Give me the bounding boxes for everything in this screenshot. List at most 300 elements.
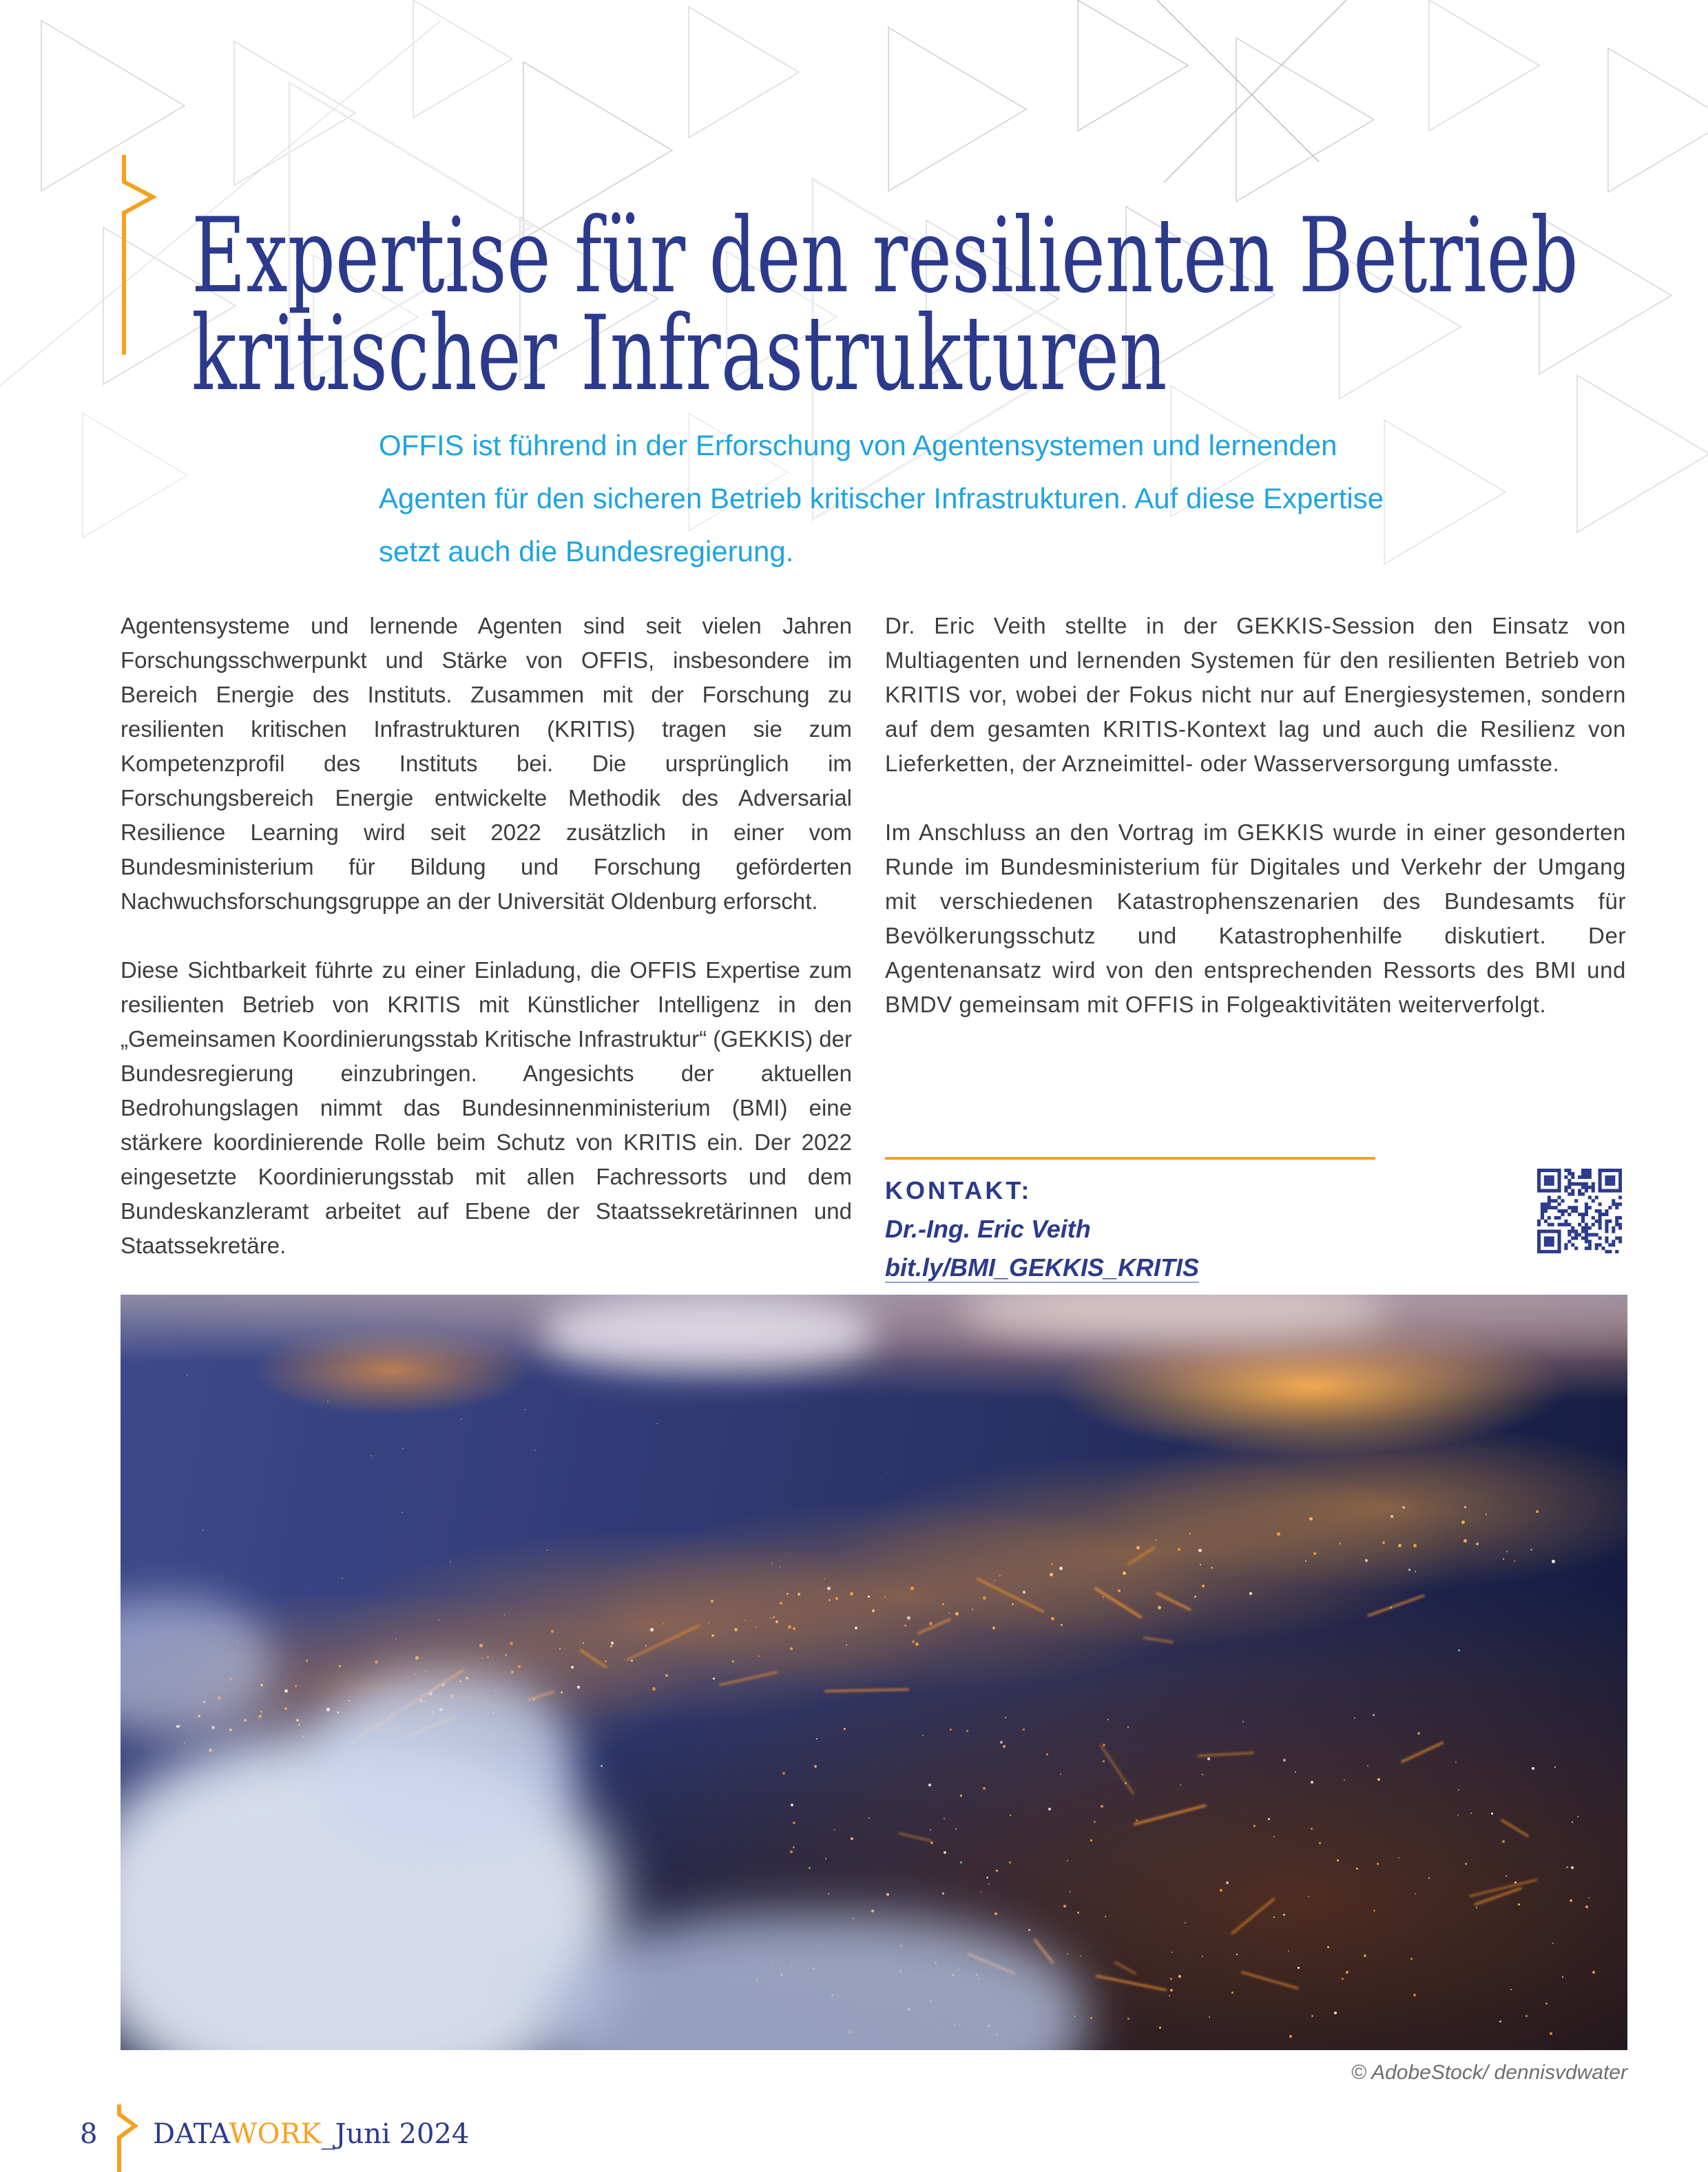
light-dot (1377, 1778, 1380, 1781)
light-dot (1356, 1868, 1358, 1870)
street-light-trail (625, 1625, 700, 1662)
light-dot (770, 1618, 771, 1619)
light-dot (1101, 1805, 1103, 1808)
light-dot (1408, 1569, 1410, 1571)
light-dot (1464, 1506, 1466, 1508)
light-dot (713, 1678, 715, 1680)
light-dot (339, 1665, 341, 1667)
light-dot (1170, 1978, 1172, 1980)
light-dot (1530, 1549, 1532, 1551)
hero-photo-aerial-night-city (121, 1295, 1627, 2050)
light-dot (1510, 1989, 1512, 1990)
street-light-trail (1114, 1961, 1137, 1974)
light-dot (1402, 1506, 1405, 1509)
light-dot (1465, 1863, 1467, 1865)
paragraph: Dr. Eric Veith stellte in der GEKKIS-Session den Einsatz von Multiagenten und lernenden Systemen für den resilienten Betrieb von KRITIS vor, wobei der Fokus nicht nur auf Energiesystemen, sondern auf dem gesamten KRITIS-Kontext lag und auch die Resilienz von Lieferketten, der Arzneimittel- oder Wasserversorgung umfasste. (885, 613, 1626, 776)
light-dot (793, 1627, 795, 1630)
light-dot (1268, 1818, 1270, 1820)
light-dot (1415, 1893, 1416, 1894)
light-dot (577, 1686, 580, 1689)
light-dot (825, 1858, 826, 1859)
light-dot (1413, 1544, 1417, 1547)
light-dot (601, 1765, 603, 1767)
light-dot (711, 1634, 714, 1637)
light-dot (1288, 1950, 1289, 1952)
light-dot (1277, 1532, 1280, 1536)
light-dot (1417, 1732, 1420, 1735)
light-dot (1502, 1840, 1505, 1843)
light-dot (381, 1527, 382, 1528)
light-dot (930, 1841, 933, 1844)
cloud (964, 1295, 1386, 1340)
light-dot (1009, 1861, 1011, 1863)
light-dot (1342, 1978, 1344, 1980)
light-dot (1090, 1839, 1092, 1841)
light-dot (1382, 1541, 1385, 1544)
light-dot (782, 1772, 785, 1775)
light-dot (481, 1658, 483, 1659)
light-dot (886, 1472, 887, 1473)
light-dot (1391, 1515, 1393, 1518)
light-dot (1094, 1821, 1096, 1823)
light-dot (1010, 1815, 1011, 1816)
light-dot (1410, 1958, 1413, 1960)
light-dot (756, 1627, 757, 1628)
light-dot (775, 1620, 778, 1623)
light-dot (1231, 1992, 1233, 1994)
light-dot (1367, 1765, 1368, 1766)
light-dot (734, 1628, 738, 1631)
light-dot (442, 1499, 443, 1500)
street-light-trail (917, 1618, 952, 1634)
light-dot (915, 1642, 919, 1646)
light-dot (1311, 2015, 1313, 2017)
light-dot (922, 1735, 924, 1736)
light-dot (983, 1787, 986, 1790)
street-light-trail (1401, 1742, 1444, 1763)
light-dot (930, 1829, 931, 1830)
light-dot (1313, 1552, 1316, 1555)
street-light-trail (1367, 1594, 1425, 1617)
light-dot (1592, 1971, 1595, 1974)
contact-heading: KONTAKT: (885, 1176, 1032, 1204)
light-dot (773, 1616, 775, 1618)
light-dot (327, 1401, 329, 1402)
light-dot (1311, 1828, 1313, 1830)
light-dot (610, 1645, 612, 1647)
light-dot (907, 1616, 910, 1620)
light-dot (942, 1603, 944, 1605)
light-dot (1295, 1771, 1296, 1773)
light-dot (547, 1549, 548, 1551)
light-dot (1319, 1842, 1321, 1844)
light-dot (950, 1729, 952, 1731)
light-dot (1308, 1896, 1309, 1897)
light-dot (846, 1644, 847, 1646)
page-title-line2: kritischer Infrastrukturen (191, 293, 1167, 414)
light-dot (999, 1575, 1001, 1576)
light-dot (955, 1828, 957, 1830)
light-dot (1283, 1914, 1285, 1916)
light-dot (1461, 1521, 1465, 1524)
light-dot (1178, 1975, 1181, 1978)
light-dot (1156, 1539, 1157, 1541)
light-dot (1289, 2035, 1292, 2038)
light-dot (1060, 1773, 1061, 1775)
light-dot (1046, 1753, 1048, 1755)
light-dot (895, 1421, 896, 1422)
cloud (543, 1295, 874, 1370)
light-dot (1309, 1517, 1313, 1521)
street-light-trail (719, 1671, 778, 1686)
light-dot (650, 1628, 654, 1631)
light-dot (1028, 1929, 1030, 1931)
light-dot (809, 1867, 811, 1869)
light-dot (260, 1711, 262, 1713)
light-dot (996, 1870, 998, 1872)
light-dot (1200, 1564, 1201, 1565)
light-dot (886, 1893, 889, 1896)
page-title (191, 196, 1579, 414)
light-dot (1577, 1816, 1579, 1817)
light-dot (504, 1614, 506, 1616)
light-dot (824, 1578, 825, 1580)
brand-wordmark (153, 2118, 469, 2150)
light-dot (1571, 1866, 1574, 1869)
light-dot (851, 1837, 853, 1840)
light-dot (1327, 1946, 1329, 1948)
light-dot (461, 1419, 462, 1420)
footer-bracket-icon (109, 2099, 143, 2172)
light-dot (645, 1645, 647, 1647)
light-dot (1458, 1789, 1459, 1790)
light-dot (1242, 1721, 1244, 1722)
light-dot (1458, 1649, 1460, 1651)
light-dot (1000, 1741, 1003, 1744)
light-dot (1398, 1544, 1402, 1547)
light-dot (1464, 1539, 1467, 1543)
light-dot (1273, 1917, 1275, 1918)
standfirst: OFFIS ist führend in der Erforschung von Agentensystemen und lernenden Agenten für den sicheren Betrieb kritischer Infrastrukturen. Auf diese Expertise setzt auch die Bundesregierung. (379, 429, 1384, 567)
light-dot (1048, 1808, 1051, 1810)
light-dot (1532, 1767, 1534, 1770)
light-dot (1198, 1549, 1202, 1552)
light-dot (561, 1691, 563, 1693)
light-dot (1413, 1994, 1416, 1996)
light-dot (790, 1647, 793, 1650)
light-dot (829, 1599, 831, 1601)
light-dot (1486, 1514, 1487, 1515)
light-dot (732, 1660, 734, 1662)
light-dot (656, 1423, 658, 1424)
light-dot (1311, 1781, 1313, 1784)
light-dot (1169, 1995, 1170, 1996)
light-dot (665, 1674, 668, 1677)
light-dot (835, 1597, 838, 1600)
light-dot (1283, 1759, 1286, 1762)
light-dot (944, 1851, 946, 1854)
light-dot (711, 1600, 714, 1602)
qr-code (1537, 1169, 1622, 1253)
light-dot (487, 1656, 489, 1658)
street-light-trail (824, 1689, 910, 1693)
light-dot (955, 1612, 959, 1616)
light-dot (1273, 1836, 1275, 1837)
light-dot (1305, 1560, 1306, 1562)
light-dot (425, 1671, 426, 1672)
light-dot (1178, 1548, 1180, 1551)
contact-divider (885, 1157, 1375, 1160)
light-dot (790, 1850, 793, 1853)
light-dot (1298, 1967, 1300, 1969)
light-dot (1051, 1563, 1053, 1565)
light-dot (395, 1638, 397, 1640)
light-dot (1518, 1903, 1520, 1905)
light-dot (1012, 1603, 1014, 1605)
light-dot (184, 1742, 185, 1744)
light-dot (1127, 1726, 1129, 1728)
light-dot (1061, 1624, 1063, 1626)
light-dot (994, 1580, 995, 1581)
light-dot (1344, 1779, 1345, 1781)
light-dot (298, 1724, 300, 1726)
body-column-right (885, 609, 1626, 1056)
brand-work: WORK (229, 2118, 322, 2150)
street-light-trail (1240, 1971, 1299, 1990)
light-dot (402, 1448, 404, 1449)
light-dot (992, 1627, 995, 1629)
brand-issue: _Juni 2024 (321, 2118, 470, 2150)
light-dot (983, 1596, 986, 1600)
light-dot (583, 1642, 584, 1644)
light-dot (1220, 1889, 1222, 1892)
light-dot (1136, 1819, 1138, 1821)
light-dot (511, 1671, 514, 1673)
light-dot (202, 1529, 204, 1531)
light-dot (1090, 2017, 1092, 2019)
light-dot (1202, 1585, 1205, 1587)
light-dot (972, 1609, 973, 1610)
street-light-trail (898, 1832, 931, 1841)
light-dot (758, 1656, 760, 1657)
light-dot (928, 1784, 931, 1786)
light-dot (1364, 1954, 1366, 1957)
headline-bracket-icon (109, 152, 164, 358)
light-dot (904, 1625, 906, 1627)
light-dot (1127, 2018, 1129, 2020)
light-dot (450, 1561, 451, 1563)
street-light-trail (1231, 1898, 1275, 1935)
light-dot (663, 1623, 664, 1625)
light-dot (1194, 1596, 1196, 1598)
light-dot (295, 1685, 297, 1687)
light-dot (1103, 1760, 1105, 1762)
light-dot (1506, 1875, 1507, 1877)
light-dot (296, 1719, 299, 1722)
light-dot (690, 1434, 691, 1435)
light-dot (571, 1666, 574, 1669)
street-light-trail (1100, 1744, 1135, 1795)
light-dot (187, 1375, 188, 1376)
light-dot (1067, 1860, 1068, 1861)
light-dot (744, 1620, 746, 1621)
light-dot (1457, 1815, 1459, 1816)
contact-link[interactable]: bit.ly/BMI_GEKKIS_KRITIS (885, 1253, 1200, 1282)
light-dot (1339, 1543, 1341, 1545)
light-dot (960, 1861, 962, 1863)
light-dot (505, 1654, 507, 1656)
light-dot (1171, 1952, 1173, 1953)
paragraph: Im Anschluss an den Vortrag im GEKKIS wurde in einer gesonderten Runde im Bundesministerium für Digitales und Verkehr der Umgang mit verschiedenen Katastrophenszenarien des Bundesamts für Bevölkerungsschutz und Katastrophenhilfe diskutiert. Der Agentenansatz wird von den entsprechenden Ressorts des BMI und BMDV gemeinsam mit OFFIS in Folgeaktivitäten weiterverfolgt. (885, 819, 1626, 1017)
light-dot (779, 1566, 780, 1567)
light-dot (1170, 1989, 1173, 1992)
light-dot (929, 1622, 933, 1625)
light-dot (1207, 1757, 1210, 1760)
light-dot (1103, 1596, 1104, 1598)
light-dot (884, 1596, 886, 1598)
light-dot (1499, 2020, 1501, 2023)
light-dot (1455, 1762, 1457, 1763)
light-dot (375, 1660, 378, 1664)
light-dot (827, 1587, 831, 1590)
light-dot (438, 1619, 439, 1620)
paragraph: Diese Sichtbarkeit führte zu einer Einladung, die OFFIS Expertise zum resilienten Betrieb von KRITIS mit Künstlicher Intelligenz in den „Gemeinsamen Koordinierungsstab Kritische Infrastruktur“ (GEKKIS) der Bundesregierung einzubringen. Angesichts der aktuellen Bedrohungslagen nimmt das Bundesinnenministerium (BMI) eine stärkere koordinierende Rolle beim Schutz von KRITIS ein. Der 2022 eingesetzte Koordinierungsstab mit allen Fachressorts und dem Bundeskanzleramt arbeitet auf Ebene der Staatssekretärinnen und Staatssekretäre. (121, 957, 852, 1258)
light-dot (1051, 1617, 1054, 1620)
light-dot (510, 1642, 513, 1645)
light-dot (1003, 1745, 1006, 1748)
light-dot (1398, 1857, 1399, 1859)
light-dot (834, 1829, 835, 1830)
light-dot (1180, 1784, 1181, 1786)
light-dot (1428, 1877, 1430, 1879)
light-dot (1185, 1922, 1186, 1923)
light-dot (1067, 1953, 1068, 1954)
light-dot (1158, 1606, 1161, 1609)
light-dot (793, 1821, 795, 1824)
light-dot (1080, 1955, 1081, 1956)
light-dot (342, 1578, 343, 1579)
light-dot (1536, 1510, 1539, 1513)
light-dot (1005, 1717, 1006, 1718)
light-dot (1346, 1971, 1348, 1974)
light-dot (1554, 1766, 1556, 1768)
light-dot (1354, 1717, 1355, 1719)
light-dot (284, 1707, 287, 1710)
light-dot (855, 1627, 857, 1629)
light-dot (844, 1728, 846, 1730)
light-dot (948, 1612, 950, 1614)
cloud (316, 1673, 572, 1854)
light-dot (793, 1846, 795, 1848)
light-dot (1470, 1813, 1472, 1814)
light-dot (1103, 1744, 1105, 1746)
light-dot (415, 1656, 419, 1660)
light-dot (524, 1409, 525, 1410)
light-dot (798, 1593, 800, 1596)
light-dot (1377, 1863, 1379, 1865)
light-dot (1123, 1571, 1126, 1575)
light-dot (1514, 1560, 1515, 1562)
light-dot (1118, 1589, 1121, 1592)
light-dot (1545, 2003, 1548, 2005)
street-light-trail (1156, 1592, 1191, 1611)
light-dot (229, 1729, 232, 1731)
light-dot (986, 1877, 988, 1879)
light-dot (828, 1893, 829, 1894)
page-number: 8 (80, 2118, 98, 2150)
street-light-trail (1198, 1752, 1254, 1757)
light-dot (1491, 1813, 1493, 1815)
light-dot (981, 1891, 982, 1892)
light-dot (1059, 1567, 1063, 1570)
street-light-trail (1143, 1637, 1174, 1644)
street-light-trail (976, 1578, 1045, 1614)
light-dot (631, 1660, 633, 1662)
light-dot (1588, 1897, 1590, 1899)
light-dot (771, 1563, 773, 1564)
light-dot (1503, 1558, 1504, 1560)
light-dot (868, 1596, 870, 1598)
light-dot (1136, 1546, 1140, 1549)
light-dot (1209, 2016, 1210, 2018)
light-dot (1189, 1533, 1191, 1534)
light-dot (1365, 1559, 1368, 1562)
light-dot (1476, 1907, 1477, 1908)
light-dot (1077, 1912, 1079, 1914)
light-dot (1562, 1976, 1563, 1978)
light-dot (994, 1912, 997, 1915)
light-dot (1211, 1567, 1213, 1569)
light-dot (1107, 1719, 1109, 1720)
light-dot (816, 1738, 817, 1740)
light-dot (284, 1689, 288, 1693)
light-dot (788, 1625, 791, 1629)
light-dot (787, 1593, 789, 1595)
light-dot (1226, 1881, 1229, 1884)
light-dot (371, 1455, 372, 1456)
brand-data: DATA (153, 2118, 229, 2150)
light-dot (534, 1450, 536, 1451)
light-dot (708, 1622, 709, 1624)
light-dot (559, 1648, 561, 1649)
light-dot (1105, 1916, 1106, 1917)
light-dot (611, 1642, 614, 1644)
light-dot (1585, 1905, 1588, 1908)
photo-credit: © AdobeStock/ dennisvdwater (1351, 2061, 1627, 2084)
light-dot (1023, 1729, 1025, 1731)
light-dot (1552, 1560, 1555, 1563)
light-dot (912, 1640, 915, 1643)
light-dot (814, 1765, 817, 1768)
light-dot (944, 1818, 945, 1819)
light-dot (1550, 2032, 1552, 2035)
page-title-line1: Expertise für den resilienten Betrieb (191, 196, 1579, 316)
light-dot (872, 1609, 875, 1612)
street-light-trail (579, 1649, 607, 1669)
light-dot (1159, 2027, 1161, 2029)
light-dot (910, 1587, 914, 1590)
light-dot (1334, 2012, 1337, 2014)
street-light-trail (1127, 1546, 1156, 1566)
body-column-left (121, 609, 852, 1297)
light-dot (1023, 1591, 1025, 1594)
light-dot (1570, 1899, 1572, 1902)
light-dot (1506, 1551, 1508, 1552)
light-dot (551, 1630, 554, 1633)
light-dot (1572, 1821, 1573, 1823)
light-dot (1566, 1866, 1568, 1868)
light-dot (1063, 1905, 1066, 1908)
